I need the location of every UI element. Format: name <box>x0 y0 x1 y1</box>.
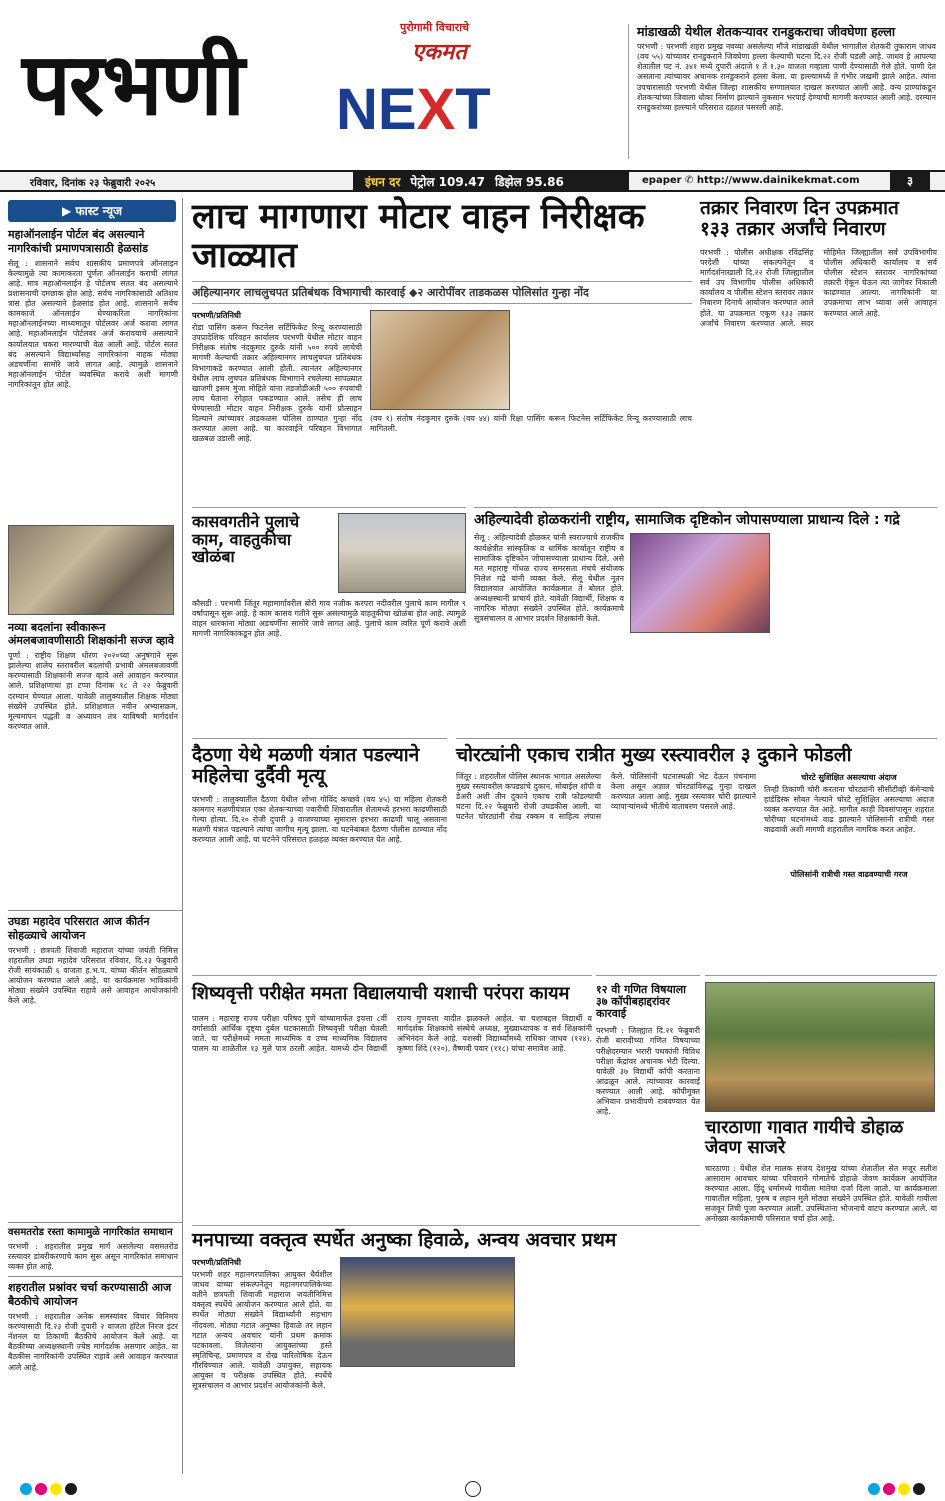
charthana-story <box>705 975 937 1471</box>
masthead-brand-name: एकमत <box>412 40 467 65</box>
shishyavrutti-story <box>192 975 592 1221</box>
fuel-label: इंधन दर <box>365 174 401 189</box>
manapa-byline: परभणी/प्रतिनिधी <box>192 1257 241 1267</box>
charthana-photo-cow <box>705 982 935 1112</box>
charthana-headline: चारठाणा गावात गायीचे डोहाळ जेवण साजरे <box>705 1117 904 1158</box>
issue-date: रविवार, दिनांक २३ फेब्रुवारी २०२५ <box>30 178 156 189</box>
top-story-headline: मांडाखळी येथील शेतकऱ्यावर रानडुकराचा जीवघेणा हल्ला <box>637 24 896 39</box>
masthead-next: NEXT <box>336 77 491 142</box>
fuel-rates <box>353 172 629 190</box>
kasav-story <box>192 507 466 735</box>
ahilya-photo-stage <box>630 533 770 633</box>
lead-photo-handshake <box>370 310 510 410</box>
lead-body: रोडा पासिंग करून फिटनेस सर्टिफिकेट रिन्यू करण्यासाठी उपप्रादेशिक परिवहन कार्यालय परभणी येथील मोटार वाहन निरीक्षक संतोष नंदकुमार दुरुके यांनी ५०० रुपये लाचेची मागणी केल्याची तक्रार अहिल्यानगर लाचलुचपत प्रतिबंधक विभागाकडे करण्यात आली होती. त्यानंतर अहिल्यानगर येथील लाच लुचपत प्रतिबंधक विभागाने रचलेल्या सापळ्यात खाजगी इसम मुंजा मोहिते यांना तडजोडीअंती ५०० रुपयांची लाच घेताना रंगेहात पकडण्यात आले. तसेच ही लाच घेण्यासाठी मोटार वाहन निरीक्षक दुरुके यांनी प्रोत्साहन दिल्याने त्यांच्यावर ताडकळस पोलिस ठाण्यात गुन्हा नोंद करण्यात आला आहे. या कारवाईने परिवहन विभागात खळबळ उडाली आहे. <box>192 323 362 444</box>
left-body-5: परभणी : शहरातील अनेक समस्यांवर विचार विनिमय करण्यासाठी दि.२३ रोजी दुपारी २ वाजता हॉटेल निरज इंटर नॅशनल या ठिकाणी बैठकीचे आयोजन केले आहे. या बैठकीच्या अध्यक्षस्थानी ज्येष्ठ मार्गदर्शक असणार आहेत. या बैठकीस नागरिकांनी उपस्थित राहावे असे आवाहन करण्यात आले आहे. <box>8 1311 178 1372</box>
ganit-headline: १२ वी गणित विषयाला ३७ कॉपीबहाद्दरांवर कारवाई <box>596 983 687 1021</box>
chor-side-headline-2: पोलिसांनी रात्रीची गस्त वाढवण्याची गरज <box>790 869 908 879</box>
chor-side-headline: चोरटे सुशिक्षित असल्याचा अंदाज <box>801 772 897 782</box>
left-photo <box>8 525 174 615</box>
manapa-body: परभणी शहर महानगरपालिका आयुक्त धैर्यशील जाधव यांच्या संकल्पनेतून महानगरपालिकेच्या वतीने छत्रपती शिवाजी महाराज जयंतीनिमित्त वक्तृत्व स्पर्धेचे आयोजन करण्यात आले होते. या स्पर्धेत मोठ्या संख्येने विद्यार्थ्यांनी सहभाग नोंदवला. मोठ्या गटात अनुष्का हिवाळे तर लहान गटात अन्वय अवचार यांनी प्रथम क्रमांक पटकावला. विजेत्यांना आयुक्तांच्या हस्ते स्मृतिचिन्ह, प्रमाणपत्र व रोख पारितोषिक देऊन गौरविण्यात आले. यावेळी उपायुक्त, सहायक आयुक्त व परीक्षक उपस्थित होते. स्पर्धेचे सूत्रसंचालन व आभार प्रदर्शन आयोजकांनी केले. <box>192 1269 332 1391</box>
charthana-body: चारठाणा : येथील शेत मालक संजय देशमुख यांच्या शेतातील सेत मजूर सतीश आसाराम आवचार यांच्या परिवाराने गोमातेचे डोहाळे जेवण कार्यक्रम आयोजित करण्यात आला. हिंदू धर्मामध्ये गायीला मातेचा दर्जा दिला जातो. या कार्यक्रमाला गावातील महिला, पुरुष व लहान मुले मोठ्या संख्येने उपस्थित होते. यावेळी गायीला सजवून तिची पूजा करण्यात आली. उपस्थितांना भोजनाचे वाटप करण्यात आले. या अनोख्या कार्यक्रमाची परिसरात चर्चा होत आहे. <box>705 1163 937 1224</box>
ahilya-headline: अहिल्यादेवी होळकरांनी राष्ट्रीय, सामाजिक दृष्टिकोन जोपासण्याला प्राधान्य दिले : गद्रे <box>474 512 900 528</box>
left-headline-3: उघडा महादेव परिसरात आज कीर्तन सोहळ्याचे आयोजन <box>8 910 182 943</box>
color-dots-left <box>20 1483 77 1495</box>
takrar-body: परभणी : पोलीस अधीक्षक रविंद्रसिंह परदेशी यांच्या संकल्पनेतून व मार्गदर्शनाखाली दि.२२ रोजी जिल्ह्यातील सर्व उप विभागीय पोलीस अधिकारी कार्यालय व पोलीस स्टेशन स्तरावर तक्रार निवारण दिनाचे आयोजन करण्यात आले होते. या उपक्रमात एकूण १३३ तक्रार अर्जांचे निवारण करण्यात आले. सदर मोहिमेत जिल्ह्यातील सर्व उपविभागीय पोलीस अधिकारी कार्यालय व सर्व पोलीस स्टेशन स्तरावर नागरिकांच्या तक्रारी ऐकून घेऊन त्या जागेवर निकाली काढण्यात आल्या. नागरिकांनी या उपक्रमाचा लाभ घ्यावा असे आवाहन करण्यात आले आहे. <box>700 247 937 328</box>
epaper-link[interactable]: epaper ✆ http://www.dainikekmat.com <box>642 175 860 186</box>
chor-body: जिंतूर : शहरातील पोलिस स्थानक भागात असलेल्या मुख्य रस्त्यावरील कपड्यांचे दुकान, मोबाईल शॉपी व डेअरी अशी तीन दुकाने एकाच रात्री फोडल्याची घटना दि.२२ फेब्रुवारी रोजी उघडकीस आली. या घटनेत चोरट्यांनी रोख रक्कम व साहित्य लंपास केले. पोलिसांनी घटनास्थळी भेट देऊन पंचनामा केला असून अज्ञात चोरट्यांविरुद्ध गुन्हा दाखल करण्यात आला आहे. मुख्य रस्त्यावर चोरी झाल्याने व्यापाऱ्यांमध्ये भीतीचे वातावरण पसरले आहे. <box>456 771 756 822</box>
lead-subheadline: अहिल्यानगर लाचलुचपत प्रतिबंधक विभागाची कारवाई ◆२ आरोपींवर ताडकळस पोलिसांत गुन्हा नोंद <box>192 281 692 304</box>
lead-headline: लाच मागणारा मोटार वाहन निरीक्षक जाळ्यात <box>192 197 645 276</box>
daithana-story <box>192 738 447 973</box>
manapa-photo-group <box>340 1257 515 1367</box>
info-bar <box>0 170 945 192</box>
left-body-2: पूर्णा : राष्ट्रीय शिक्षण धोरण २०२०च्या अनुषंगाने सुरू झालेल्या शालेय स्तरावरील बदलांची प्रभावी अंमलबजावणी करण्यासाठी शिक्षकांनी सज्ज व्हावे असे आवाहन करण्यात आले. प्रशिक्षणाचा हा टप्पा दिनांक १८ ते २२ फेब्रुवारी दरम्यान घेण्यात आला. यावेळी तालुक्यातील शिक्षक मोठ्या संख्येने उपस्थित होते. प्रशिक्षणात नवीन अभ्यासक्रम, मूल्यमापन पद्धती व अध्यापन तंत्र याविषयी मार्गदर्शन करण्यात आले. <box>8 651 178 731</box>
petrol-rate: पेट्रोल 109.47 <box>410 174 485 189</box>
manapa-body-cont <box>523 1257 698 1442</box>
lead-byline: परभणी/प्रतिनिधी <box>192 311 241 320</box>
kasav-photo-bridge <box>338 513 466 593</box>
left-body-4: परभणी : शहरातील प्रमुख मार्ग असलेल्या वसमतरोड रस्त्यावर डांबरीकरणाचे काम सुरू असून नागरिकांत समाधान व्यक्त होत आहे. <box>8 1242 178 1272</box>
manapa-headline: मनपाच्या वक्तृत्व स्पर्धेत अनुष्का हिवाळे, अन्वय अवचार प्रथम <box>192 1229 617 1251</box>
left-headline-1: महाऑनलाईन पोर्टल बंद असल्याने नागरिकांची प्रमाणपत्रासाठी हेळसांड <box>8 228 148 255</box>
top-story-body: परभणी : परभणी शहरा प्रमुख नवव्या असलेल्या मौजे मांडाखळी येथील भागातील शेतकरी तुकाराम जाधव (वय ५५) यांच्यावर रानडुकराने जिवघेणा हल्ला केल्याची घटना दि.२२ रोजी घडली आहे. जाधव हे आपल्या शेतातील पट नं. ३४१ मध्ये दुपारी अंदाजे १ ते १.३० वाजता गव्हाला पाणी देण्यासाठी गेले होते. पाणी देत असताना त्यांच्यावर अचानक रानडुकराने हल्ला केला. या हल्ल्यामध्ये ते गंभीर जखमी झाले आहेत. त्यांना उपचारासाठी परभणी येथील जिल्हा शासकीय रुग्णालयात दाखल करण्यात आली आहे. वन्य प्राण्यांकडून शेतकऱ्यांच्या जिवाला धोका निर्माण झाल्याने नुकसान भरपाई देण्याची मागणी करण्यात आली आहे. दरम्यान रानडुकरांच्या हल्ल्याने परिसरात दहशत पसरली आहे. <box>637 42 936 112</box>
masthead-title: परभणी <box>22 35 243 135</box>
left-headline-2: नव्या बदलांना स्वीकारून अंमलबजावणीसाठी शिक्षकांनी सज्ज व्हावे <box>8 620 175 648</box>
chor-headline: चोरट्यांनी एकाच रात्रीत मुख्य रस्त्यावरील ३ दुकाने फोडली <box>456 744 852 766</box>
masthead-tagline: पुरोगामी विचाराचे <box>400 21 470 34</box>
lead-story <box>192 198 692 498</box>
ahilya-story <box>474 507 937 735</box>
ganit-body: परभणी : जिल्ह्यात दि.२१ फेब्रुवारी रोजी बारावीच्या गणित विषयाच्या परीक्षेदरम्यान भरारी पथकांनी विविध परीक्षा केंद्रांवर अचानक भेटी दिल्या. यावेळी ३७ विद्यार्थी कॉपी करताना आढळून आले. त्यांच्यावर कारवाई करण्यात आली आहे. कॉपीमुक्त अभियान प्रभावीपणे राबवण्यात येत आहे. <box>596 1026 700 1117</box>
kasav-body: कौसडी : परभणी जिंतूर महामार्गावरील बोरी गाव नजीक करपरा नदीवरील पुलाचे काम मागील ९ वर्षापासून सुरू आहे. हे काम कासव गतीने सुरू असल्यामुळे वाहतुकीचा खोळंबा होत आहे. त्यामुळे वाहन धारकांना मोठ्या अडचणींना सामोरे जावे लागत आहे. पुलाचे काम त्वरित पूर्ण करावे अशी मागणी नागरिकांकडून होत आहे. <box>192 599 466 639</box>
ahilya-body-cont <box>776 533 936 718</box>
kasav-headline: कासवगतीने पुलाचे काम, वाहतुकीचा खोळंबा <box>192 512 300 567</box>
daithana-headline: दैठणा येथे मळणी यंत्रात पडल्याने महिलेचा दुर्दैवी मृत्यू <box>192 744 420 787</box>
takrar-headline: तक्रार निवारण दिन उपक्रमात <box>700 197 899 219</box>
shishyavrutti-body: पालम : महाराष्ट्र राज्य परीक्षा परिषद पुणे यांच्यामार्फत इयत्ता ८वीं वर्गासाठी आर्थिक दृष्ट्या दुर्बल घटकासाठी शिष्यवृत्ती परीक्षा घेतली जाते. या परीक्षेमध्ये ममता माध्यमिक व उच्च माध्यमिक विद्यालय पालम या शाळेतील १३ मुले पात्र ठरली आहेत. यामध्ये दोन विद्यार्थी राज्य गुणवत्ता यादीत झळकले आहेत. या यशाबद्दल विद्यार्थी व मार्गदर्शक शिक्षकांचे संस्थेचे अध्यक्ष, मुख्याध्यापक व सर्व शिक्षकांनी अभिनंदन केले आहे. यशस्वी विद्यार्थ्यांमध्ये राधिका जाधव (१२४), कृष्णा शिंदे (१२०), वैष्णवी पवार (११८) यांचा समावेश आहे. <box>192 1013 592 1054</box>
masthead-logo <box>22 28 322 135</box>
ganit-story <box>596 975 700 1221</box>
shishyavrutti-headline: शिष्यवृत्ती परीक्षेत ममता विद्यालयाची यशाची परंपरा कायम <box>192 983 570 1004</box>
manapa-story <box>192 1225 700 1471</box>
lead-caption: (वय १) संतोष नंदकुमार दुरुके (वय ४४) यांनी रिक्षा पासिंग करून फिटनेस सर्टिफिकेट रिन्यू करण्यासाठी लाच मागितली. <box>370 414 692 434</box>
fast-news-badge: ▶ फास्ट न्यूज <box>8 200 176 222</box>
left-body-1: सेलू : शासनाने सर्वच शासकीय प्रमाणपत्रे ऑनलाइन केल्यामुळे त्या कामाकरता पूर्णतः ऑनलाईन कराची लागत आहे. मात्र महाऑनलाईन हे पोर्टलच सतत बंद असल्याने प्रशासनाची दमछाक होत आहे. सर्वच नागरिकांसाठी अतिशय त्रास होत असल्याने हेळसांड होत आहे. शासनाने सर्वच कामकाजे ऑनलाईन घेण्याकरिता नागरिकांना महाऑनलाईनच्या माध्यमातून पोर्टलवर अर्ज करावा लागत आहे. महाऑनलाईन पोर्टलवर अर्ज करावयाचे असल्याने कार्यालयात चकरा मारण्याची वेळ आली आहे. पोर्टल सतत बंद असल्याने विद्यार्थ्यांसह नागरिकांना नाहक मोठ्या अडचणींना सामोरे जावे लागत आहे. त्यामुळे शासनाने महाऑनलाईन पोर्टल व्यवस्थित करावे अशी मागणी नागरिकांतून होत आहे. <box>8 258 178 389</box>
daithana-body: परभणी : तालुक्यातील दैठणा येथील शोभा गोविंद कच्छवे (वय ४५) या महिला शेतकरी कामगार मळणीयंत्रात एका शेतकऱ्याच्या ज्वारीची शिवारातील शेतामध्ये हरभरा काढणीसाठी गेल्या होत्या. दि.२० रोजी दुपारी ३ वाजण्याच्या सुमारास हरभरा काढणी चालू असताना मळणी यंत्रात पडल्याने त्यांचा जागीच मृत्यू झाला. या घटनेबाबत दैठणा पोलीस ठाण्यात नोंद करण्यात आली आहे. या घटनेने परिसरात हळहळ व्यक्त करण्यात येत आहे. <box>192 794 447 845</box>
chor-story <box>456 738 937 973</box>
top-story <box>628 24 936 159</box>
diesel-rate: डिझेल 95.86 <box>494 174 564 189</box>
takrar-headline-2: १३३ तक्रार अर्जांचे निवारण <box>700 217 886 240</box>
ahilya-body: सेलू : अहिल्यादेवी होळकर यांनी स्वराज्याचे राजकीय कार्यक्षेत्रीत सांस्कृतिक व धार्मिक कार्यातून राष्ट्रीय व सामाजिक दृष्टिकोन जोपासण्याला प्राधान्य दिले, असे मत महाराष्ट्र गोंधळ राज्य समरसता मंचचे संयोजक निलेश गद्रे यांनी व्यक्त केले. सेलू येथील नूतन विद्यालयात आयोजित कार्यक्रमात ते बोलत होते. अध्यक्षस्थानी प्राचार्य होते. यावेळी विद्यार्थी, शिक्षक व नागरिक मोठ्या संख्येने उपस्थित होते. कार्यक्रमाचे सूत्रसंचालन व आभार प्रदर्शन शिक्षकांनी केले. <box>474 533 624 624</box>
print-registration-marks <box>0 1476 945 1501</box>
left-headline-5: शहरातील प्रश्नांवर चर्चा करण्यासाठी आज बैठकीचे आयोजन <box>8 1276 182 1309</box>
left-body-3: परभणी : छत्रपती शिवाजी महाराज यांच्या जयंती निमित्त शहरातील उघडा महादेव परिसरात रविवार, दि.२३ फेब्रुवारी रोजी सायंकाळी ६ वाजता ह.भ.प. यांच्या कीर्तन सोहळ्याचे आयोजन करण्यात आले आहे. या कार्यक्रमास भाविकांनी मोठ्या संख्येने उपस्थित राहावे असे आवाहन आयोजकांनी केले आहे. <box>8 945 178 1006</box>
crosshair-icon <box>465 1481 481 1497</box>
color-dots-right <box>868 1483 925 1495</box>
left-column <box>8 198 183 1474</box>
takrar-story <box>700 198 937 498</box>
left-headline-4: वसमतरोड रस्ता कामामुळे नागरिकांत समाधान <box>8 1222 182 1240</box>
chor-side-body: तिन्ही ठिकाणी चोरी करताना चोरट्यांनी सीसीटीव्ही कॅमेऱ्याचे हार्डडिस्क सोबत नेल्याने चोरटे सुशिक्षित असल्याचा अंदाज व्यक्त करण्यात येत आहे. मागील काही दिवसांपासून शहरात चोरीच्या घटनांमध्ये वाढ झाल्याने पोलिसांनी रात्रीची गस्त वाढवावी अशी मागणी शहरातील नागरिक करत आहेत. <box>764 784 934 835</box>
page-number: ३ <box>890 172 930 190</box>
